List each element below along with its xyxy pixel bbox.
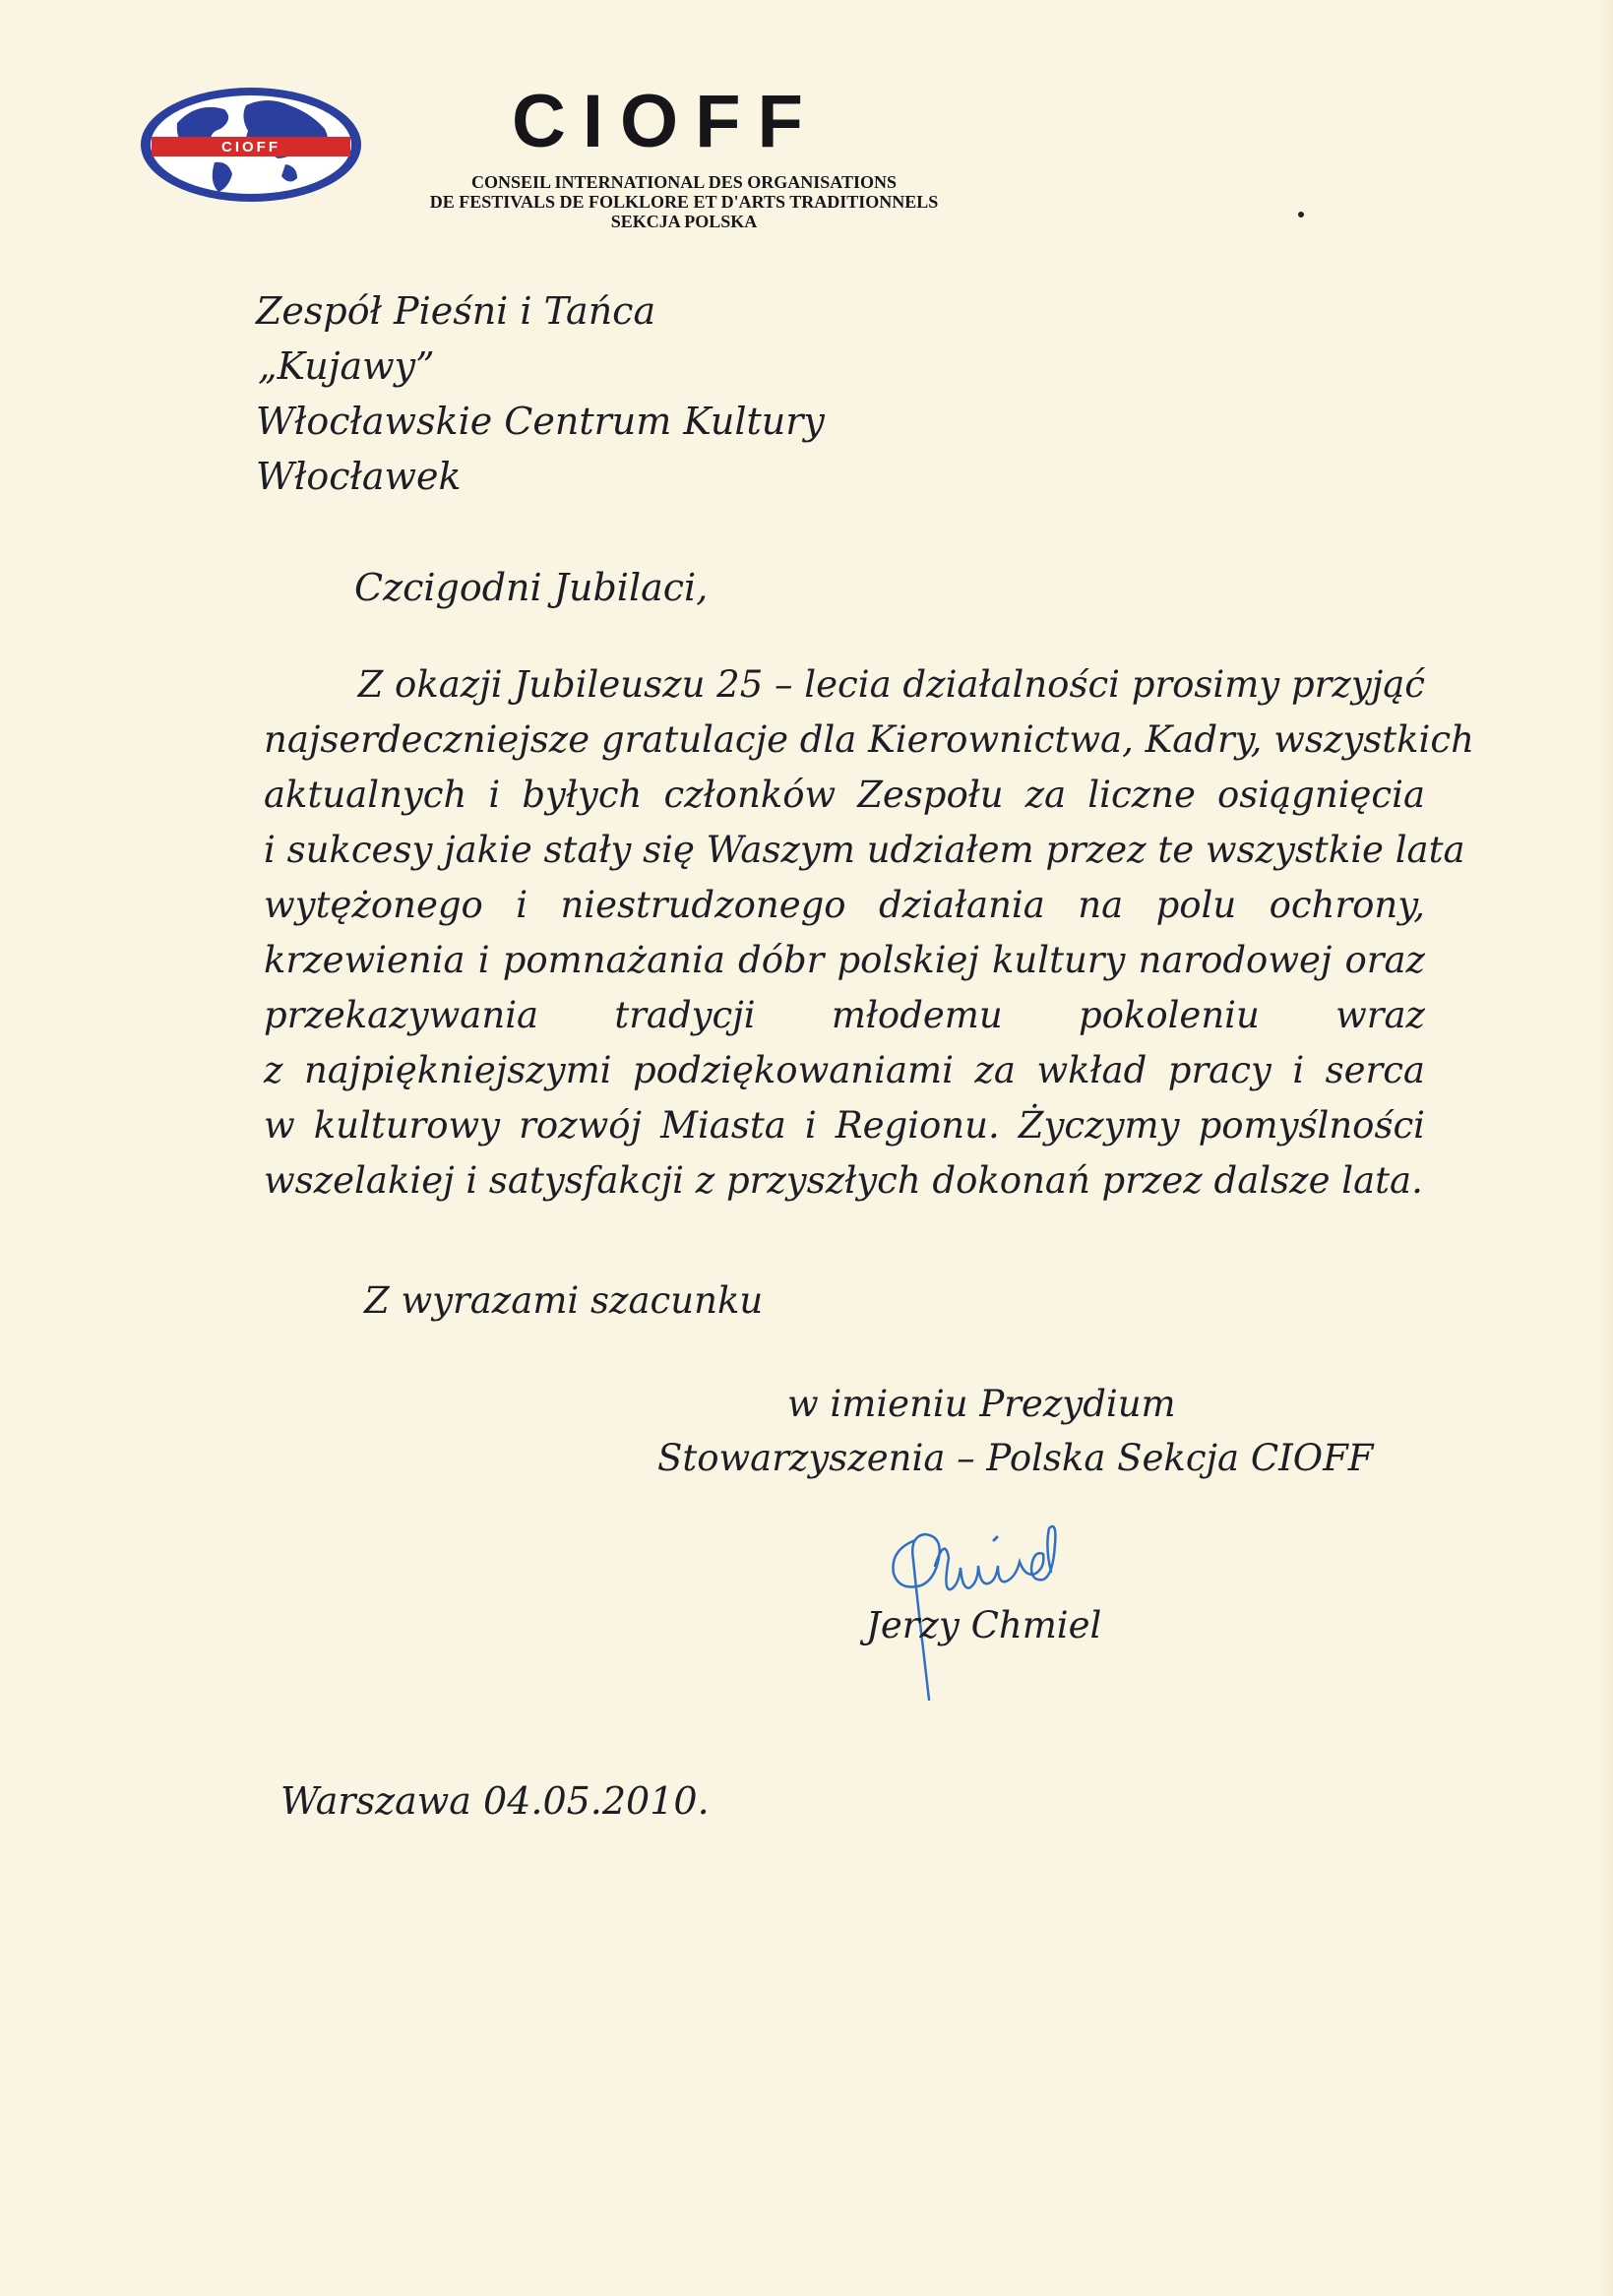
org-full-name	[374, 172, 994, 231]
body-line: wytężonego i niestrudzonego działania na polu ochrony,	[264, 884, 1425, 926]
cioff-logo	[138, 84, 364, 207]
recipient-line: „Kujawy”	[258, 344, 435, 388]
signoff-line: w imieniu Prezydium	[787, 1383, 1176, 1425]
recipient-line: Włocławek	[256, 455, 462, 498]
salutation: Czcigodni Jubilaci,	[354, 566, 709, 609]
signoff-line: Stowarzyszenia – Polska Sekcja CIOFF	[657, 1437, 1374, 1479]
org-full-line: CONSEIL INTERNATIONAL DES ORGANISATIONS	[471, 172, 897, 192]
body-line: w kulturowy rozwój Miasta i Regionu. Życzymy pomyślności	[264, 1104, 1425, 1147]
body-line: i sukcesy jakie stały się Waszym udziałem przez te wszystkie lata	[264, 829, 1465, 871]
org-full-line: SEKCJA POLSKA	[610, 212, 758, 231]
body-line: wszelakiej i satysfakcji z przyszłych dokonań przez dalsze lata.	[264, 1159, 1423, 1202]
recipient-address	[256, 283, 825, 504]
body-line: aktualnych i byłych członków Zespołu za liczne osiągnięcia	[264, 774, 1425, 816]
body-line: Z okazji Jubileuszu 25 – lecia działalności prosimy przyjąć	[357, 663, 1425, 706]
signer-name: Jerzy Chmiel	[866, 1604, 1102, 1646]
org-full-line: DE FESTIVALS DE FOLKLORE ET D'ARTS TRADITIONNELS	[429, 192, 939, 212]
body-line: najserdeczniejsze gratulacje dla Kierownictwa, Kadry, wszystkich	[264, 718, 1474, 761]
letter-body	[264, 657, 1474, 1209]
closing: Z wyrazami szacunku	[364, 1279, 764, 1322]
paper-edge	[1599, 0, 1613, 2296]
recipient-line: Zespół Pieśni i Tańca	[256, 289, 656, 333]
body-line: przekazywania tradycji młodemu pokoleniu wraz	[264, 994, 1425, 1036]
recipient-line: Włocławskie Centrum Kultury	[256, 400, 825, 443]
body-line: z najpiękniejszymi podziękowaniami za wkład pracy i serca	[264, 1049, 1425, 1091]
ink-speck	[1298, 212, 1304, 217]
org-name: CIOFF	[512, 80, 820, 163]
logo-lettering: CIOFF	[221, 139, 280, 155]
body-line: krzewienia i pomnażania dóbr polskiej kultury narodowej oraz	[264, 939, 1425, 981]
place-and-date: Warszawa 04.05.2010.	[280, 1779, 710, 1823]
